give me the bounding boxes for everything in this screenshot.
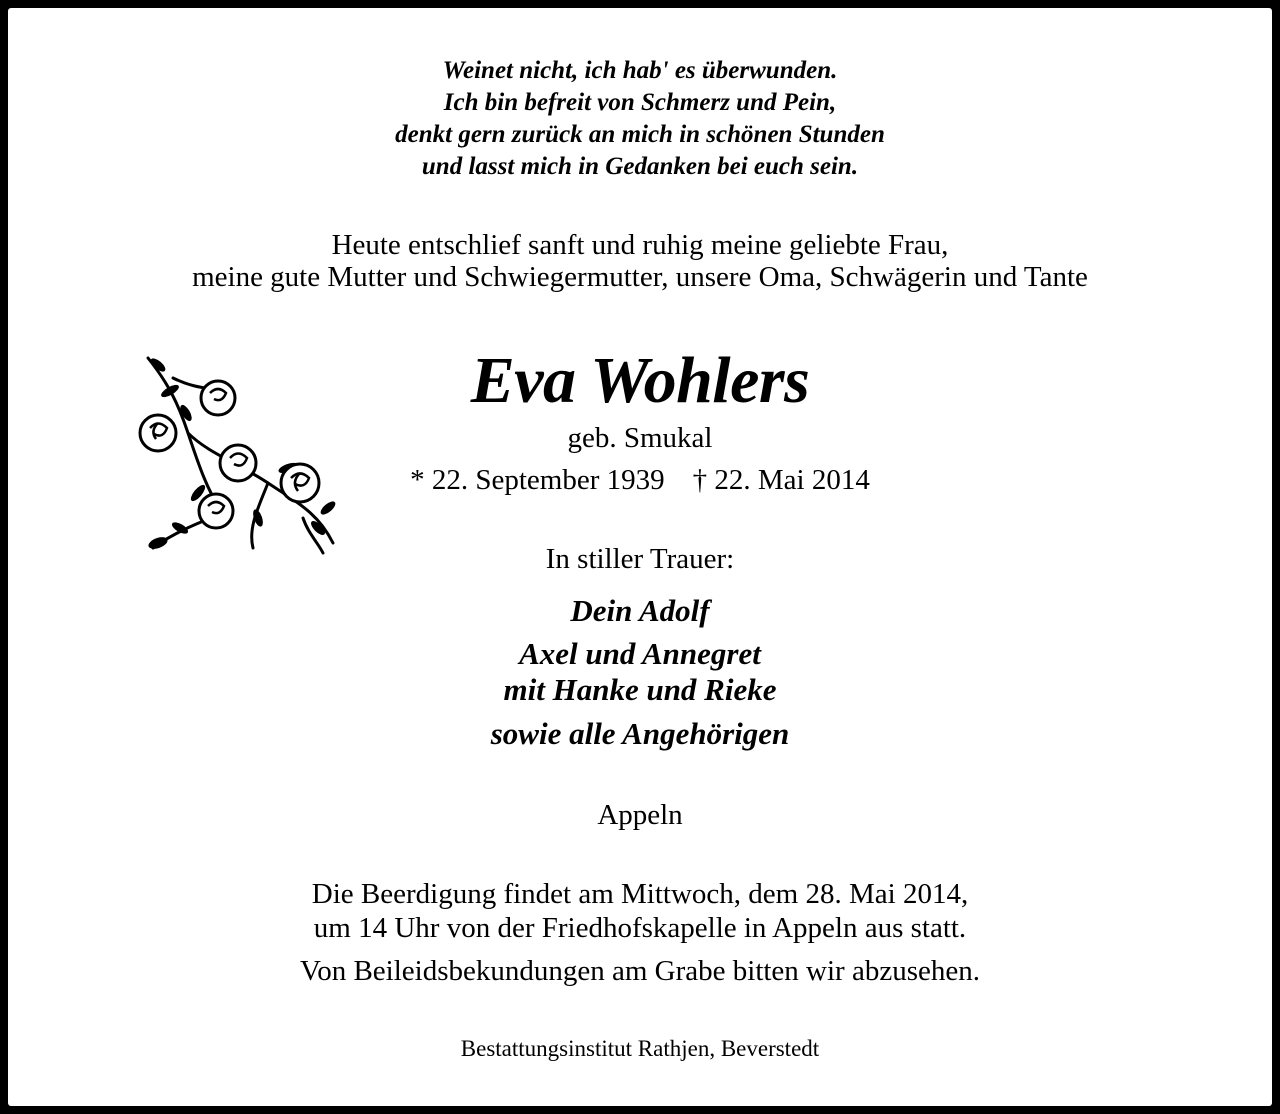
mourner-line: Axel und Annegret: [519, 636, 761, 671]
life-dates: [8, 463, 1272, 497]
poem-line: und lasst mich in Gedanken bei euch sein.: [421, 153, 859, 180]
mourner-line: mit Hanke und Rieke: [503, 672, 777, 707]
funeral-line: Die Beerdigung findet am Mittwoch, dem 28. Mai 2014,: [311, 878, 969, 910]
mourner-line: sowie alle Angehörigen: [490, 716, 790, 751]
intro-line: Heute entschlief sanft und ruhig meine geliebte Frau,: [331, 229, 949, 261]
obituary-notice: [8, 8, 1272, 1106]
mourning-label: In stiller Trauer:: [545, 543, 735, 575]
birth-date: * 22. September 1939: [410, 464, 665, 496]
mourner-line: Dein Adolf: [570, 593, 710, 628]
poem-line: Ich bin befreit von Schmerz und Pein,: [443, 89, 837, 116]
funeral-line: um 14 Uhr von der Friedhofskapelle in Appeln aus statt.: [313, 912, 967, 944]
place: Appeln: [597, 799, 683, 831]
undertaker: Bestattungsinstitut Rathjen, Beverstedt: [460, 1036, 820, 1061]
intro-line: meine gute Mutter und Schwiegermutter, unsere Oma, Schwägerin und Tante: [192, 261, 1088, 293]
birth-name: geb. Smukal: [567, 422, 713, 454]
poem-line: Weinet nicht, ich hab' es überwunden.: [442, 57, 838, 84]
death-date: † 22. Mai 2014: [692, 464, 870, 496]
condolence-note: Von Beileidsbekundungen am Grabe bitten wir abzusehen.: [300, 955, 980, 987]
deceased-name: Eva Wohlers: [470, 344, 810, 417]
poem-line: denkt gern zurück an mich in schönen Stunden: [395, 121, 885, 148]
